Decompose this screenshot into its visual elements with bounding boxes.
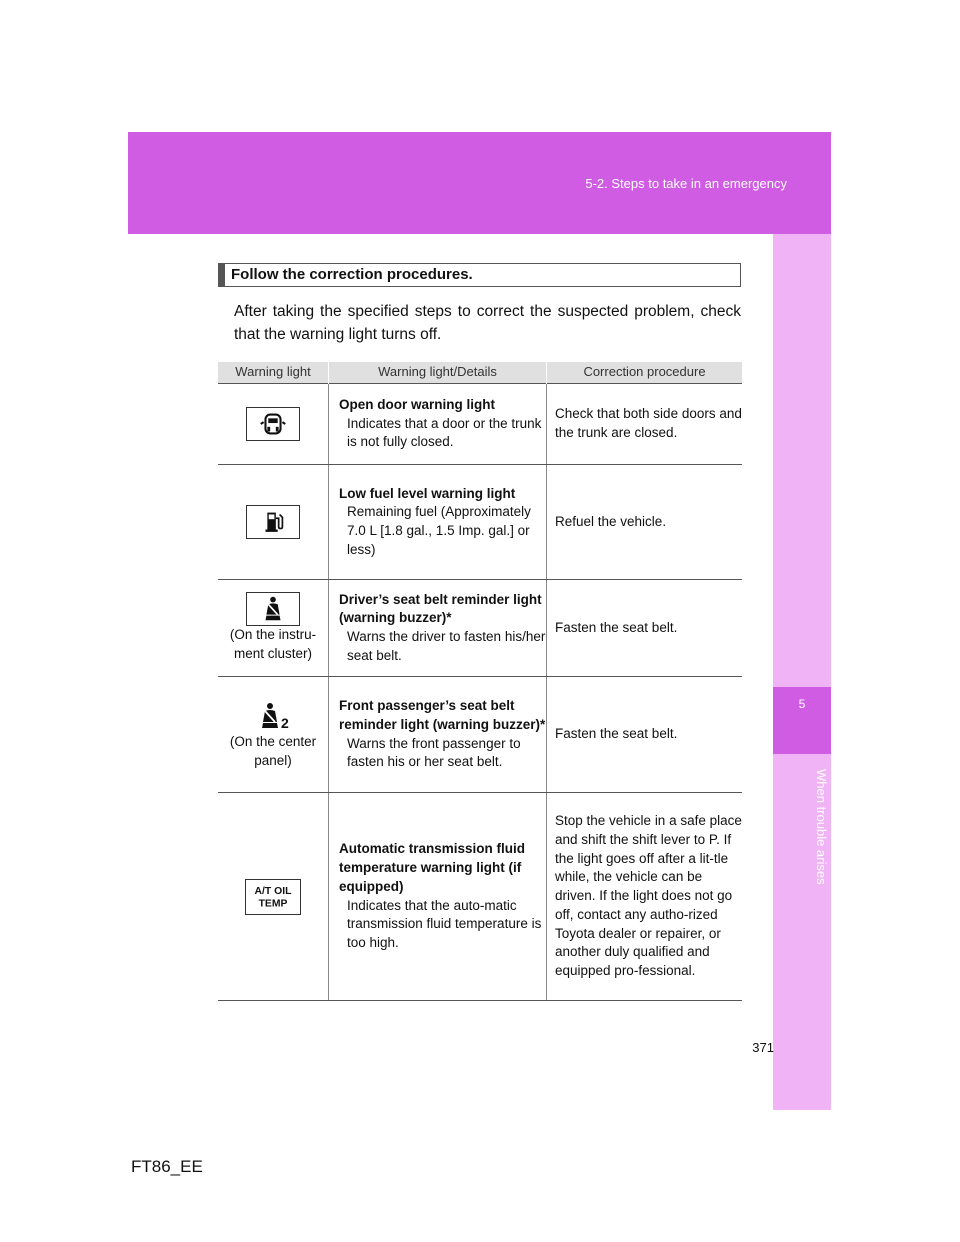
column-header: Warning light [218,362,329,384]
table-row [218,384,742,465]
seatbelt-passenger-icon [246,699,300,733]
warning-light-cell [218,580,329,677]
svg-text:2: 2 [281,714,289,731]
light-name: Front passenger’s seat belt reminder light (warning buzzer)* [339,698,546,732]
table-header-row [218,362,742,384]
section-heading: Follow the correction procedures. [218,263,741,287]
correction-cell: Fasten the seat belt. [547,580,743,677]
light-details: Warns the driver to fasten his/her seat belt. [347,629,546,663]
details-cell [329,384,547,465]
warning-light-cell [218,793,329,1001]
warning-light-cell [218,677,329,793]
side-tab [773,234,831,1110]
light-details: Warns the front passenger to fasten his or her seat belt. [347,735,521,770]
light-name: Driver’s seat belt reminder light (warning buzzer)* [339,591,542,626]
details-cell [329,465,547,580]
chapter-number: 5 [773,687,831,754]
icon-text: TEMP [258,897,288,909]
correction-cell: Stop the vehicle in a safe place and shift the shift lever to P. If the light goes off after a lit-tle while, the vehicle can be driven. If the light does not go off, contact any autho-rized Toyota dealer or repairer, or another duly qualified and equipped pro-fessional. [547,793,743,1001]
correction-cell: Refuel the vehicle. [547,465,743,580]
section-title: 5-2. Steps to take in an emergency [585,176,787,191]
details-cell [329,677,547,793]
warning-light-cell [218,465,329,580]
location-note: (On the center panel) [229,733,317,768]
light-name: Open door warning light [339,396,495,412]
light-details: Indicates that the auto-matic transmission fluid temperature is too high. [347,897,542,950]
table-row [218,793,742,1001]
at-oil-temp-icon [245,879,301,915]
intro-paragraph: After taking the specified steps to correct the suspected problem, check that the warning light turns off. [234,303,741,343]
details-cell [329,580,547,677]
light-name: Low fuel level warning light [339,485,516,501]
correction-cell: Fasten the seat belt. [547,677,743,793]
seatbelt-icon [246,592,300,626]
location-note: (On the instru-ment cluster) [229,627,317,661]
column-header: Warning light/Details [329,362,547,384]
page-number: 371 [752,1040,774,1055]
icon-text: A/T OIL [254,885,292,897]
warning-light-cell [218,384,329,465]
light-details: Indicates that a door or the trunk is not fully closed. [347,415,542,450]
fuel-pump-icon [246,505,300,539]
table-row [218,677,742,793]
footer-code: FT86_EE [131,1157,203,1176]
header-band [128,132,831,234]
table-row [218,465,742,580]
details-cell [329,793,547,1001]
light-name: Automatic transmission fluid temperature warning light (if equipped) [339,841,526,894]
correction-cell: Check that both side doors and the trunk are closed. [547,384,743,465]
door-open-icon [246,407,300,441]
light-details: Remaining fuel (Approximately 7.0 L [1.8 gal., 1.5 Imp. gal.] or less) [347,504,531,557]
chapter-title: When trouble arises [814,769,829,885]
table-row [218,580,742,677]
warning-light-table [218,362,742,1001]
column-header: Correction procedure [547,362,743,384]
